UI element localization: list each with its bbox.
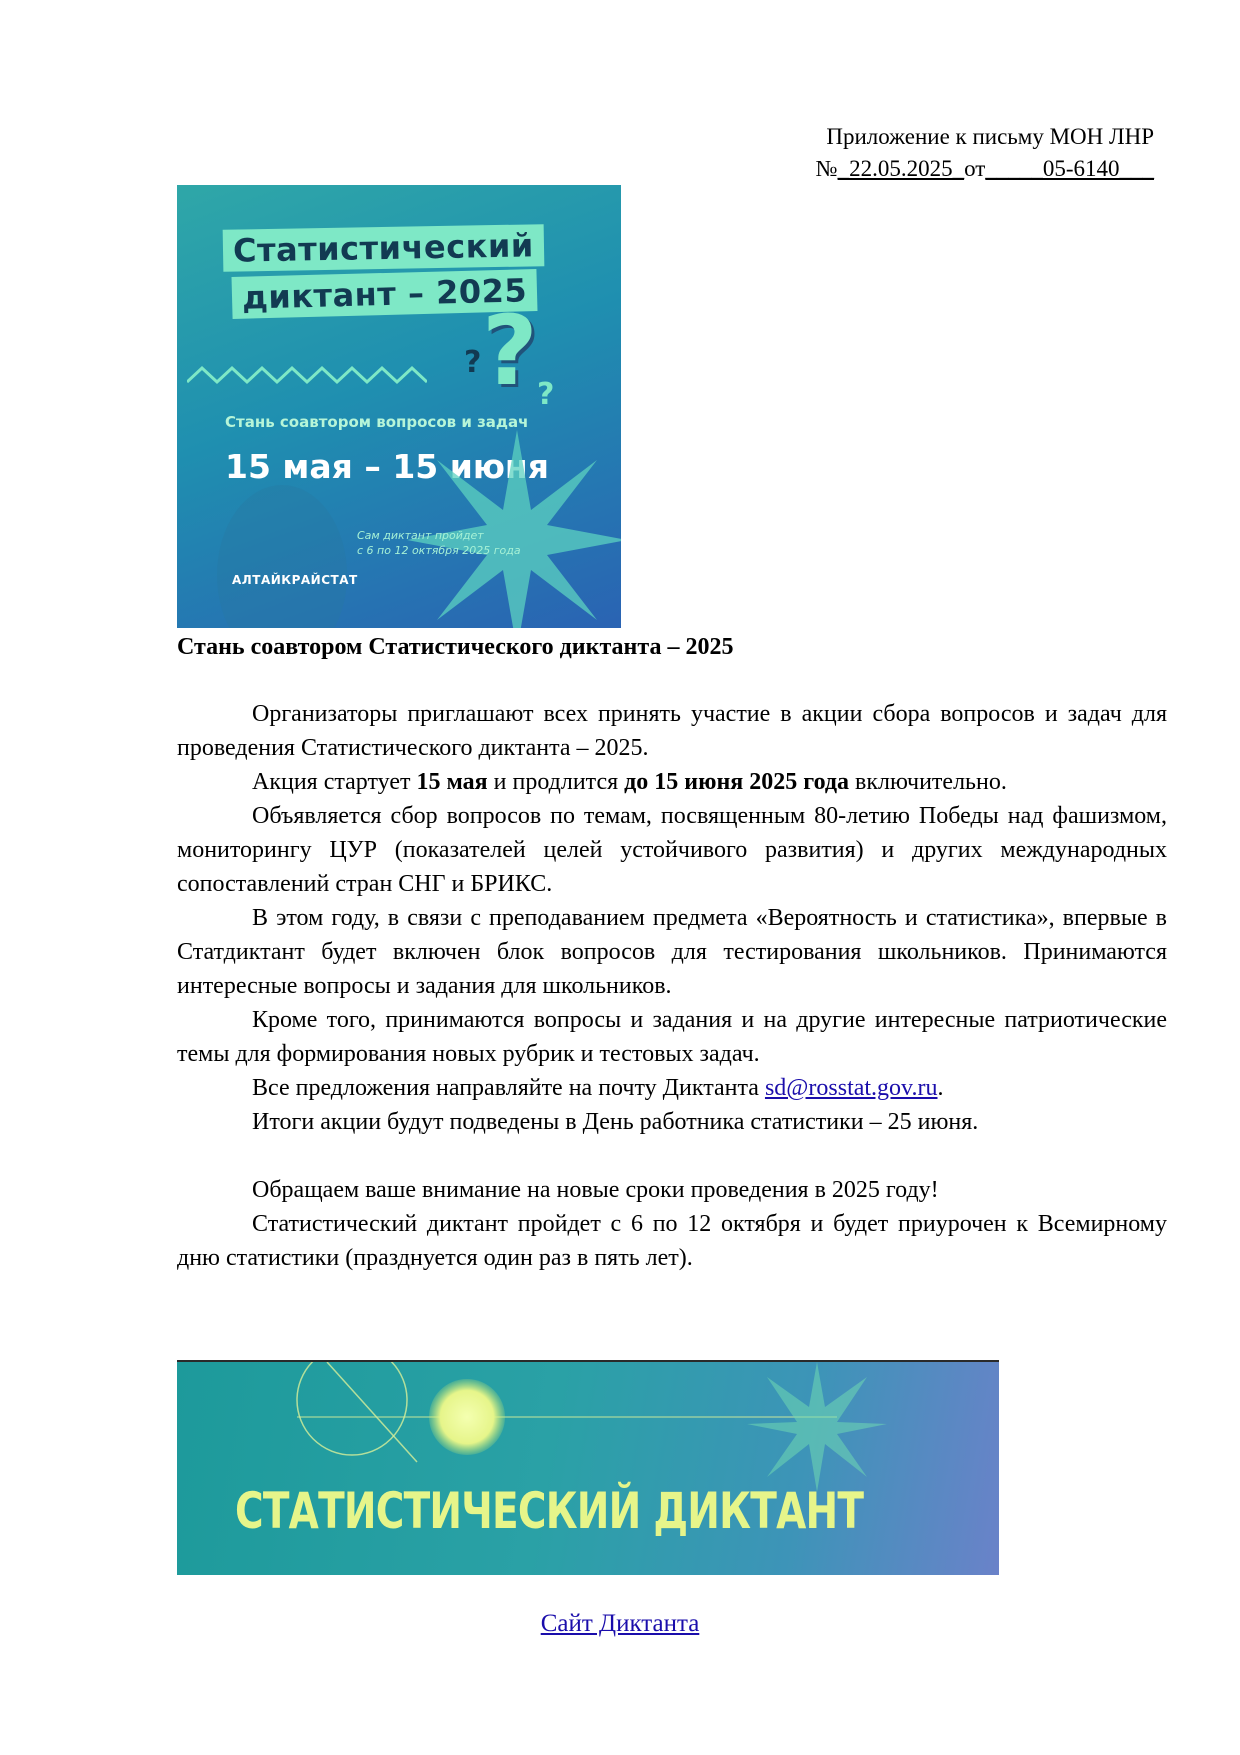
- attachment-header: [794, 121, 1154, 185]
- paragraph-dates: [177, 765, 1167, 799]
- promo-banner-image: [177, 185, 621, 628]
- document-body: [177, 697, 1167, 1275]
- text-fragment: Все предложения направляйте на почту Диктанта: [252, 1075, 765, 1101]
- site-link-container: [0, 1610, 1240, 1638]
- banner-text: СТАТИСТИЧЕСКИЙ ДИКТАНТ: [235, 1482, 864, 1540]
- banner-title-line2: диктант – 2025: [232, 269, 538, 319]
- date-separator: от: [964, 156, 986, 181]
- banner-note: [357, 528, 521, 558]
- end-date: до 15 июня 2025 года: [624, 769, 850, 795]
- attachment-line2: [794, 153, 1154, 185]
- start-date: 15 мая: [416, 769, 488, 795]
- paragraph-schools: В этом году, в связи с преподаванием предмета «Вероятность и статистика», впервые в Статдиктант будет включен блок вопросов для тестирования школьников. Принимаются интересные вопросы и задания для школьников.: [177, 905, 1167, 999]
- banner-note-line1: Сам диктант пройдет: [357, 529, 484, 542]
- question-mark-icon: ?: [482, 295, 538, 407]
- banner-note-line2: с 6 по 12 октября 2025 года: [357, 544, 521, 557]
- banner-title-line1: Статистический: [223, 224, 544, 272]
- paragraph-email: [177, 1071, 1167, 1105]
- paragraph-invitation: Организаторы приглашают всех принять участие в акции сбора вопросов и задач для проведения Статистического диктанта – 2025.: [177, 701, 1167, 761]
- banner-organization: АЛТАЙКРАЙСТАТ: [232, 573, 358, 587]
- document-heading: Стань соавтором Статистического диктанта – 2025: [177, 634, 734, 660]
- question-mark-small-icon: ?: [464, 345, 482, 380]
- text-fragment: включительно.: [849, 769, 1007, 795]
- spacer: [177, 1139, 1167, 1173]
- banner-circle-decoration: [217, 485, 347, 628]
- paragraph-topics: Объявляется сбор вопросов по темам, посвященным 80-летию Победы над фашизмом, мониторингу ЦУР (показателей целей устойчивого развития) и других международных сопоставлений стран СНГ и БРИКС.: [177, 803, 1167, 897]
- dictation-site-link[interactable]: Сайт Диктанта: [540, 1610, 700, 1637]
- paragraph-notice: Обращаем ваше внимание на новые сроки проведения в 2025 году!: [252, 1177, 939, 1203]
- banner-subtitle: Стань соавтором вопросов и задач: [225, 413, 529, 431]
- question-mark-small-icon: ?: [537, 377, 555, 412]
- email-link[interactable]: sd@rosstat.gov.ru: [764, 1075, 938, 1101]
- banner-graphic: [177, 1362, 999, 1575]
- sun-icon: [429, 1379, 505, 1455]
- letter-number: _____05-6140___: [985, 156, 1154, 181]
- paragraph-schedule: Статистический диктант пройдет с 6 по 12 октября и будет приурочен к Всемирному дню статистики (празднуется один раз в пять лет).: [177, 1211, 1167, 1271]
- text-fragment: и продлится: [487, 769, 625, 795]
- paragraph-other-topics: Кроме того, принимаются вопросы и задания и на другие интересные патриотические темы для формирования новых рубрик и тестовых задач.: [177, 1007, 1167, 1067]
- text-fragment: .: [937, 1075, 944, 1101]
- zigzag-decoration: [187, 360, 427, 390]
- paragraph-results: Итоги акции будут подведены в День работника статистики – 25 июня.: [252, 1109, 979, 1135]
- dictation-banner-image: [177, 1360, 999, 1575]
- letter-date: _22.05.2025_: [837, 156, 965, 181]
- number-sign: №: [815, 156, 838, 181]
- banner-dates: 15 мая – 15 июня: [225, 447, 549, 486]
- attachment-line1: Приложение к письму МОН ЛНР: [826, 124, 1154, 149]
- text-fragment: Акция стартует: [252, 769, 417, 795]
